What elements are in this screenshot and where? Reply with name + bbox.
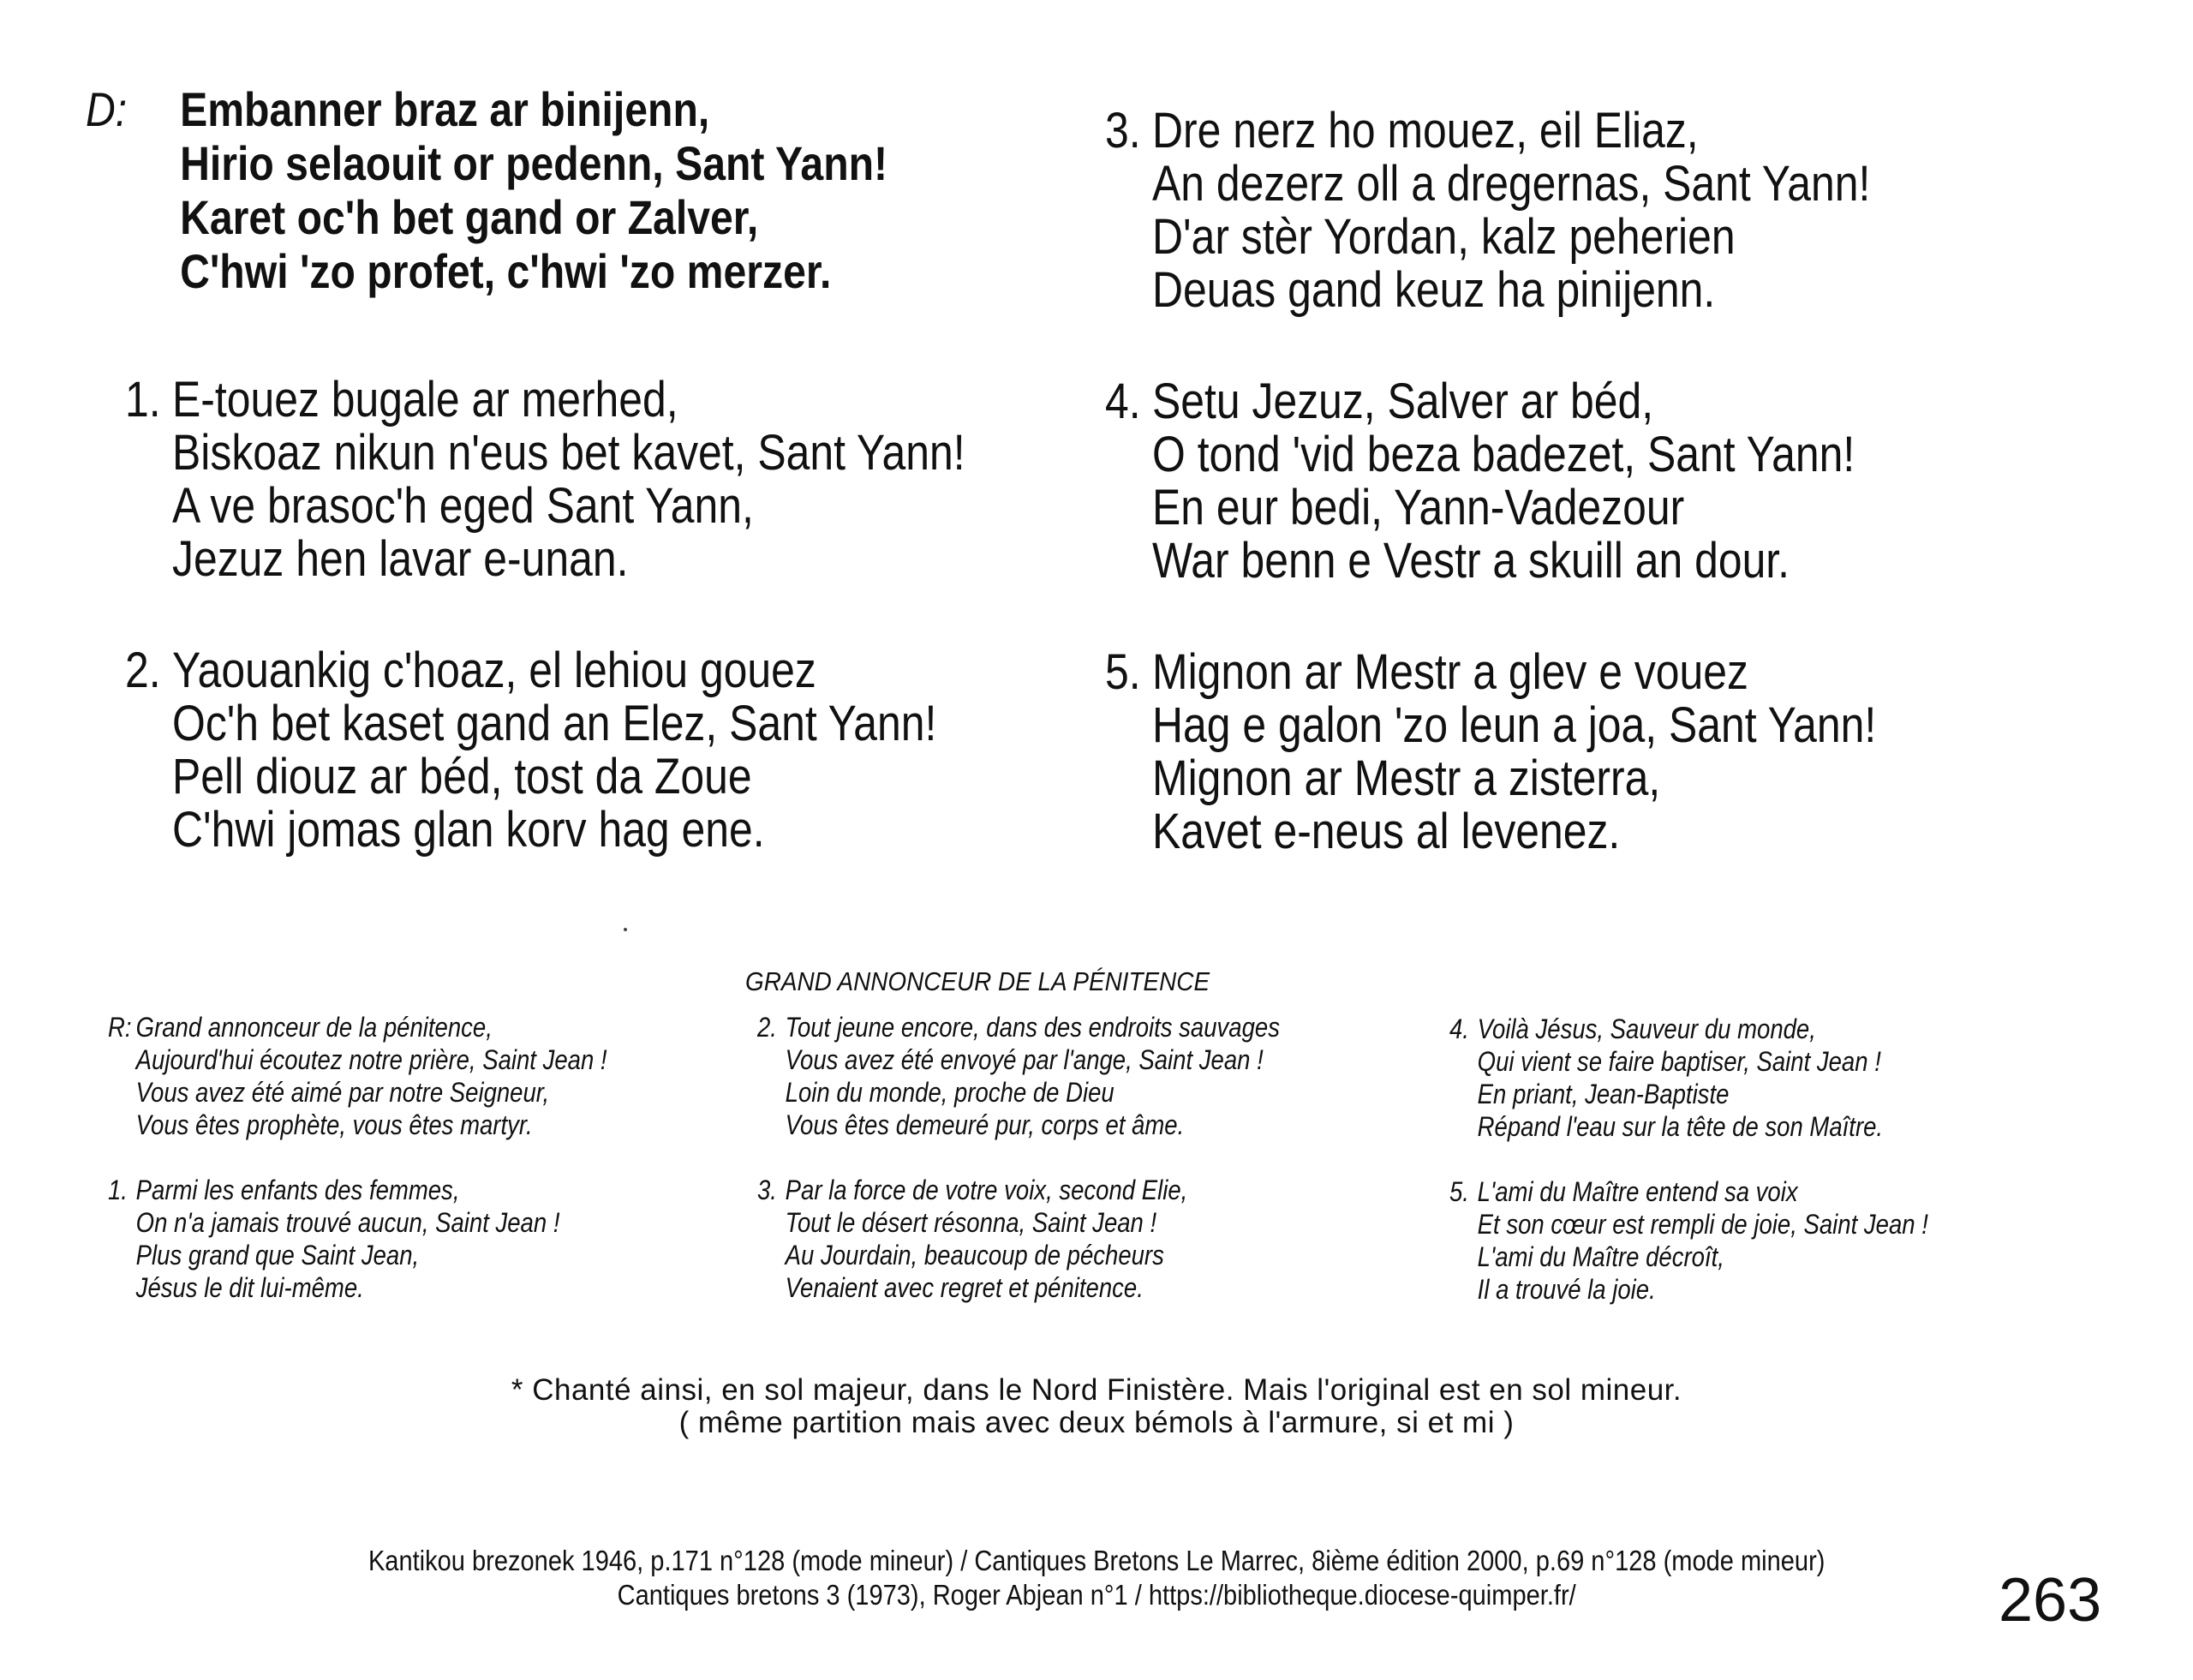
verse-line: En priant, Jean-Baptiste (1477, 1079, 1730, 1109)
verse-line: Par la force de votre voix, second Elie, (785, 1175, 1188, 1205)
verse-number: 2. (757, 1012, 777, 1043)
verse-line: Tout le désert résonna, Saint Jean ! (785, 1207, 1157, 1238)
french-refrain (108, 1011, 607, 1141)
verse-line: Biskoaz nikun n'eus bet kavet, Sant Yann! (172, 425, 965, 481)
verse-number: 5. (1105, 644, 1141, 700)
sources (0, 1544, 2193, 1612)
verse-line: O tond 'vid beza badezet, Sant Yann! (1152, 427, 1855, 482)
verse-line: Hag e galon 'zo leun a joa, Sant Yann! (1152, 697, 1877, 753)
breton-verse-5 (1105, 646, 1876, 858)
footnote (0, 1374, 2193, 1439)
verse-line: Venaient avec regret et pénitence. (785, 1272, 1144, 1303)
footnote-line: * Chanté ainsi, en sol majeur, dans le Nord Finistère. Mais l'original est en sol mineur. (511, 1373, 1682, 1407)
french-verse-5 (1449, 1175, 1928, 1306)
verse-line: Il a trouvé la joie. (1477, 1274, 1656, 1305)
verse-line: Plus grand que Saint Jean, (135, 1240, 420, 1270)
verse-line: Mignon ar Mestr a zisterra, (1152, 750, 1661, 806)
verse-line: Tout jeune encore, dans des endroits sauvages (785, 1012, 1280, 1043)
verse-line: Mignon ar Mestr a glev e vouez (1152, 644, 1748, 700)
french-verse-4 (1449, 1013, 1883, 1143)
scan-speck (624, 928, 627, 931)
verse-line: Au Jourdain, beaucoup de pécheurs (785, 1240, 1164, 1270)
verse-number: 3. (757, 1175, 777, 1205)
french-title: GRAND ANNONCEUR DE LA PÉNITENCE (745, 966, 1210, 996)
source-line: Kantikou brezonek 1946, p.171 n°128 (mode mineur) / Cantiques Bretons Le Marrec, 8ième édition 2000, p.69 n°128 (mode mineur) (367, 1545, 1826, 1576)
verse-line: Pell diouz ar béd, tost da Zoue (172, 749, 752, 804)
verse-line: Qui vient se faire baptiser, Saint Jean ! (1477, 1046, 1881, 1077)
refrain-label: R: (108, 1012, 132, 1043)
french-verse-3 (757, 1174, 1187, 1304)
verse-line: Kavet e-neus al levenez. (1152, 804, 1621, 859)
verse-line: War benn e Vestr a skuill an dour. (1152, 533, 1790, 589)
verse-line: Vous avez été envoyé par l'ange, Saint Jean ! (785, 1044, 1264, 1075)
breton-refrain (86, 82, 887, 298)
verse-line: On n'a jamais trouvé aucun, Saint Jean ! (135, 1207, 560, 1238)
verse-line: Oc'h bet kaset gand an Elez, Sant Yann! (172, 696, 937, 751)
verse-number: 2. (125, 643, 161, 698)
refrain-line: Hirio selaouit or pedenn, Sant Yann! (180, 136, 888, 190)
page-number: 263 (1999, 1566, 2102, 1635)
verse-line: Et son cœur est rempli de joie, Saint Jean ! (1477, 1209, 1928, 1240)
verse-line: En eur bedi, Yann-Vadezour (1152, 480, 1685, 535)
verse-line: An dezerz oll a dregernas, Sant Yann! (1152, 156, 1871, 212)
verse-line: Jésus le dit lui-même. (135, 1272, 364, 1303)
verse-number: 3. (1105, 103, 1141, 158)
verse-number: 1. (125, 372, 161, 427)
refrain-line: Karet oc'h bet gand or Zalver, (180, 190, 759, 244)
verse-line: Voilà Jésus, Sauveur du monde, (1477, 1013, 1816, 1044)
verse-line: Jezuz hen lavar e-unan. (172, 531, 629, 587)
refrain-line: Grand annonceur de la pénitence, (135, 1012, 493, 1043)
verse-line: L'ami du Maître entend sa voix (1477, 1176, 1798, 1207)
breton-verse-2 (125, 644, 936, 857)
verse-number: 4. (1105, 374, 1141, 429)
verse-line: Setu Jezuz, Salver ar béd, (1152, 374, 1654, 429)
refrain-line: Vous êtes prophète, vous êtes martyr. (135, 1109, 533, 1140)
verse-number: 5. (1449, 1176, 1469, 1207)
breton-verse-4 (1105, 375, 1855, 588)
verse-line: Vous êtes demeuré pur, corps et âme. (785, 1109, 1185, 1140)
verse-line: Dre nerz ho mouez, eil Eliaz, (1152, 103, 1699, 158)
verse-line: Répand l'eau sur la tête de son Maître. (1477, 1111, 1884, 1142)
refrain-label: D: (86, 82, 128, 136)
source-line: Cantiques bretons 3 (1973), Roger Abjean n°1 / https://bibliotheque.diocese-quimper.fr/ (617, 1579, 1576, 1611)
footnote-line: ( même partition mais avec deux bémols à l'armure, si et mi ) (678, 1406, 1515, 1439)
refrain-line: Vous avez été aimé par notre Seigneur, (135, 1077, 550, 1108)
verse-line: Loin du monde, proche de Dieu (785, 1077, 1114, 1108)
verse-number: 1. (108, 1175, 128, 1205)
breton-verse-1 (125, 374, 965, 586)
refrain-line: Embanner braz ar binijenn, (180, 82, 710, 136)
french-verse-1 (108, 1174, 559, 1304)
refrain-line: Aujourd'hui écoutez notre prière, Saint Jean ! (135, 1044, 607, 1075)
french-verse-2 (757, 1011, 1280, 1141)
verse-line: A ve brasoc'h eged Sant Yann, (172, 478, 754, 534)
verse-line: Deuas gand keuz ha pinijenn. (1152, 262, 1716, 318)
breton-verse-3 (1105, 105, 1870, 317)
verse-line: E-touez bugale ar merhed, (172, 372, 678, 427)
verse-line: C'hwi jomas glan korv hag ene. (172, 802, 765, 858)
verse-number: 4. (1449, 1013, 1469, 1044)
verse-line: Yaouankig c'hoaz, el lehiou gouez (172, 643, 816, 698)
verse-line: D'ar stèr Yordan, kalz peherien (1152, 209, 1736, 265)
refrain-line: C'hwi 'zo profet, c'hwi 'zo merzer. (180, 244, 832, 298)
verse-line: Parmi les enfants des femmes, (135, 1175, 460, 1205)
verse-line: L'ami du Maître décroît, (1477, 1241, 1724, 1272)
